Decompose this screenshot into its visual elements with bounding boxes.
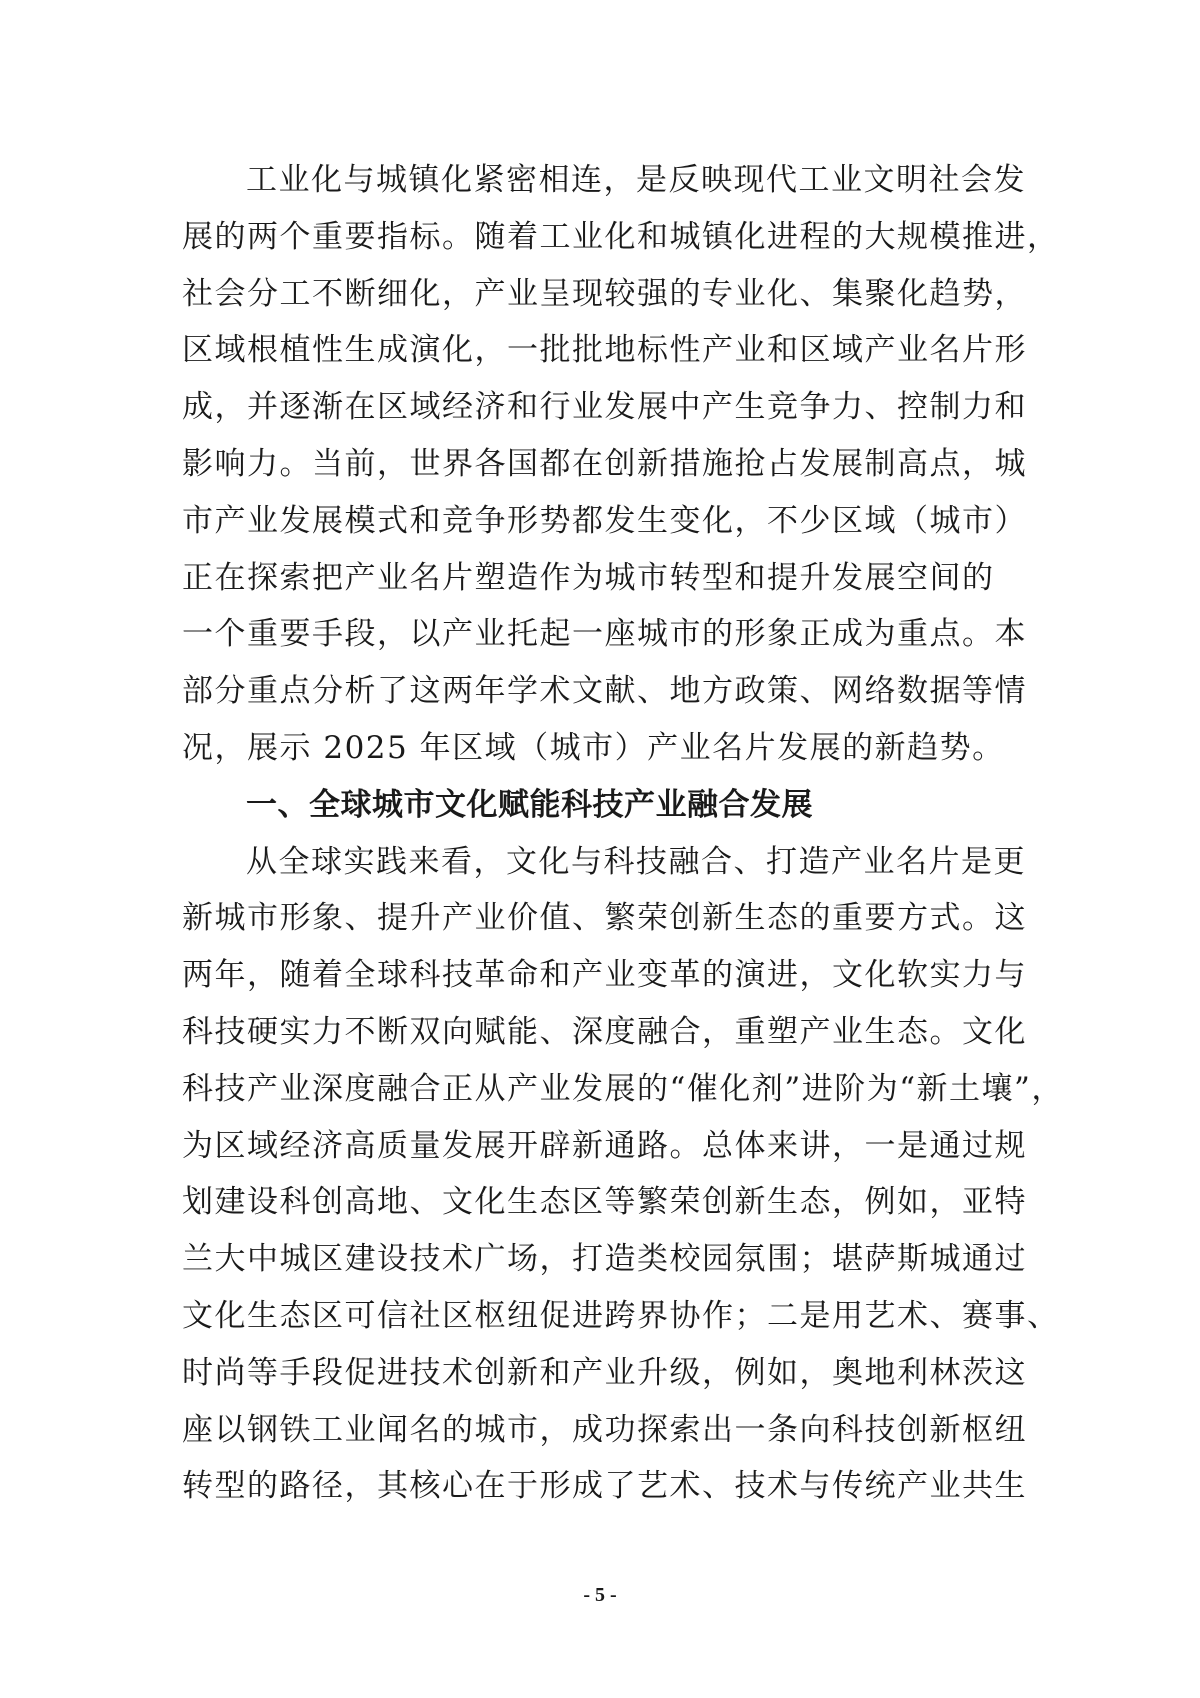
paragraph-line: 部分重点分析了这两年学术文献、地方政策、网络数据等情 — [182, 673, 1027, 710]
paragraph-line: 从全球实践来看，文化与科技融合、打造产业名片是更 — [246, 843, 1026, 880]
paragraph-line: 转型的路径，其核心在于形成了艺术、技术与传统产业共生 — [182, 1468, 1027, 1505]
paragraph-line: 展的两个重要指标。随着工业化和城镇化进程的大规模推进， — [182, 218, 1060, 255]
paragraph-line: 况，展示 2025 年区域（城市）产业名片发展的新趋势。 — [182, 729, 1005, 766]
paragraph-line: 文化生态区可信社区枢纽促进跨界协作；二是用艺术、赛事、 — [182, 1297, 1060, 1334]
paragraph-line: 成，并逐渐在区域经济和行业发展中产生竞争力、控制力和 — [182, 389, 1027, 426]
paragraph-line: 影响力。当前，世界各国都在创新措施抢占发展制高点，城 — [182, 445, 1027, 482]
paragraph-line: 一个重要手段，以产业托起一座城市的形象正成为重点。本 — [182, 616, 1027, 653]
paragraph-line: 科技产业深度融合正从产业发展的“催化剂”进阶为“新土壤”， — [182, 1070, 1064, 1107]
paragraph-line: 科技硬实力不断双向赋能、深度融合，重塑产业生态。文化 — [182, 1013, 1027, 1050]
paragraph-line: 座以钢铁工业闻名的城市，成功探索出一条向科技创新枢纽 — [182, 1411, 1027, 1448]
paragraph-line: 新城市形象、提升产业价值、繁荣创新生态的重要方式。这 — [182, 900, 1027, 937]
paragraph-line: 两年，随着全球科技革命和产业变革的演进，文化软实力与 — [182, 957, 1027, 994]
section-heading: 一、全球城市文化赋能科技产业融合发展 — [246, 786, 813, 823]
paragraph-line: 为区域经济高质量发展开辟新通路。总体来讲，一是通过规 — [182, 1127, 1027, 1164]
paragraph-line: 划建设科创高地、文化生态区等繁荣创新生态，例如，亚特 — [182, 1184, 1027, 1221]
page-number: - 5 - — [583, 1584, 617, 1606]
body-text — [182, 152, 1064, 1515]
paragraph-line: 时尚等手段促进技术创新和产业升级，例如，奥地利林茨这 — [182, 1354, 1027, 1391]
paragraph-line: 社会分工不断细化，产业呈现较强的专业化、集聚化趋势， — [182, 275, 1027, 312]
paragraph-line: 工业化与城镇化紧密相连，是反映现代工业文明社会发 — [246, 162, 1026, 198]
paragraph-line: 区域根植性生成演化，一批批地标性产业和区域产业名片形 — [182, 332, 1027, 369]
paragraph-line: 市产业发展模式和竞争形势都发生变化，不少区域（城市） — [182, 502, 1027, 539]
paragraph-line: 兰大中城区建设技术广场，打造类校园氛围；堪萨斯城通过 — [182, 1241, 1027, 1278]
paragraph-line: 正在探索把产业名片塑造作为城市转型和提升发展空间的 — [182, 559, 995, 596]
